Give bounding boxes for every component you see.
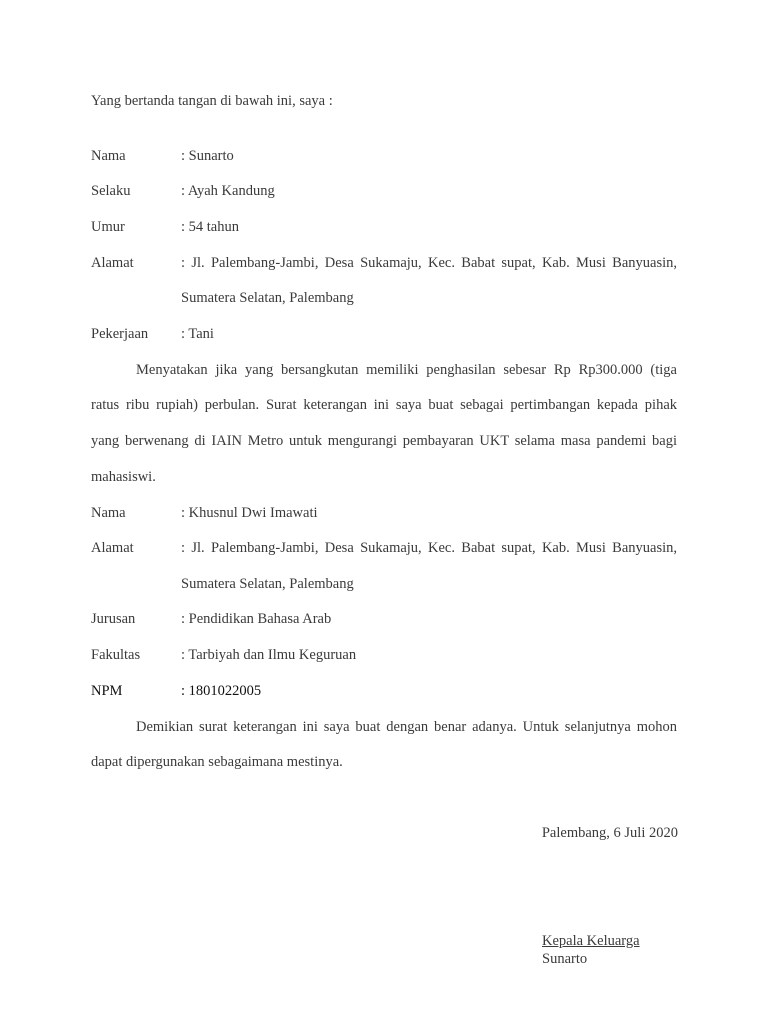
student-nama-label: Nama bbox=[91, 505, 126, 521]
parent-selaku-label: Selaku bbox=[91, 183, 131, 199]
closing-line-2: dapat dipergunakan sebagaimana mestinya. bbox=[91, 754, 343, 770]
student-fakultas-value: : Tarbiyah dan Ilmu Keguruan bbox=[181, 647, 357, 663]
parent-nama-value: : Sunarto bbox=[181, 148, 234, 164]
student-nama-value: : Khusnul Dwi Imawati bbox=[181, 505, 318, 521]
statement-line-1: Menyatakan jika yang bersangkutan memiliki penghasilan sebesar Rp Rp300.000 (tiga bbox=[136, 362, 677, 378]
parent-nama-label: Nama bbox=[91, 148, 126, 164]
student-alamat-value-line2: Sumatera Selatan, Palembang bbox=[181, 576, 354, 592]
intro-text: Yang bertanda tangan di bawah ini, saya : bbox=[91, 93, 333, 109]
parent-umur-value: : 54 tahun bbox=[181, 219, 239, 235]
signature-title: Kepala Keluarga bbox=[542, 933, 640, 949]
student-npm-label: NPM bbox=[91, 683, 123, 699]
student-jurusan-label: Jurusan bbox=[91, 611, 136, 627]
closing-line-1: Demikian surat keterangan ini saya buat dengan benar adanya. Untuk selanjutnya mohon bbox=[136, 719, 677, 735]
parent-pekerjaan-label: Pekerjaan bbox=[91, 326, 149, 342]
parent-umur-label: Umur bbox=[91, 219, 125, 235]
statement-line-2: ratus ribu rupiah) perbulan. Surat keterangan ini saya buat sebagai pertimbangan kepada pihak bbox=[91, 397, 677, 413]
parent-selaku-value: : Ayah Kandung bbox=[181, 183, 275, 199]
student-fakultas-label: Fakultas bbox=[91, 647, 141, 663]
student-alamat-value-line1: : Jl. Palembang-Jambi, Desa Sukamaju, Kec. Babat supat, Kab. Musi Banyuasin, bbox=[181, 540, 677, 556]
student-alamat-label: Alamat bbox=[91, 540, 134, 556]
parent-alamat-label: Alamat bbox=[91, 255, 134, 271]
statement-line-4: mahasiswi. bbox=[91, 469, 156, 485]
place-date: Palembang, 6 Juli 2020 bbox=[541, 825, 678, 841]
parent-alamat-value-line2: Sumatera Selatan, Palembang bbox=[181, 290, 354, 306]
student-jurusan-value: : Pendidikan Bahasa Arab bbox=[181, 611, 332, 627]
parent-pekerjaan-value: : Tani bbox=[181, 326, 214, 342]
parent-alamat-value-line1: : Jl. Palembang-Jambi, Desa Sukamaju, Kec. Babat supat, Kab. Musi Banyuasin, bbox=[181, 255, 677, 271]
student-npm-value: : 1801022005 bbox=[181, 683, 262, 699]
signature-name: Sunarto bbox=[542, 951, 588, 967]
statement-line-3: yang berwenang di IAIN Metro untuk mengurangi pembayaran UKT selama masa pandemi bagi bbox=[91, 433, 677, 449]
